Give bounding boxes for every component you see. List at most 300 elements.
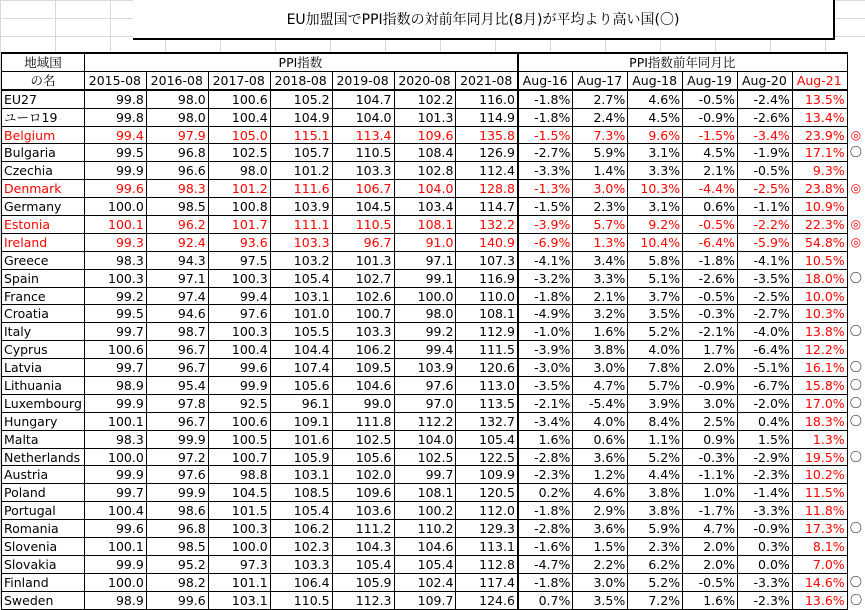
yoy-cell-current: 10.9% (792, 198, 847, 216)
ppi-cell: 98.7 (146, 323, 208, 341)
ppi-cell: 99.6 (84, 520, 146, 538)
table-row (2, 466, 865, 484)
yoy-cell: -1.8% (518, 287, 573, 305)
country-name: Greece (2, 251, 85, 269)
yoy-cell: -2.5% (737, 287, 792, 305)
yoy-cell: 2.4% (573, 108, 628, 126)
yoy-cell-current: 10.2% (792, 466, 847, 484)
yoy-cell: 5.8% (628, 251, 683, 269)
ppi-cell: 99.1 (394, 269, 456, 287)
ppi-cell: 99.9 (84, 555, 146, 573)
col-header: 2017-08 (208, 71, 270, 89)
yoy-cell: -2.7% (518, 144, 573, 162)
table-row (2, 591, 865, 609)
ppi-cell: 102.8 (394, 162, 456, 180)
ppi-cell: 126.9 (456, 144, 518, 162)
col-header-highlight: Aug-21 (792, 71, 847, 89)
ppi-cell: 99.7 (394, 466, 456, 484)
ppi-cell: 103.3 (270, 233, 332, 251)
yoy-cell: 4.7% (683, 520, 738, 538)
ppi-cell: 98.9 (84, 377, 146, 395)
ppi-cell: 100.7 (208, 448, 270, 466)
yoy-cell: 2.1% (683, 162, 738, 180)
yoy-cell: 3.1% (628, 198, 683, 216)
yoy-cell: -2.6% (737, 108, 792, 126)
ppi-cell: 103.1 (208, 591, 270, 609)
country-name: Estonia (2, 216, 85, 234)
country-name: Cyprus (2, 341, 85, 359)
ppi-cell: 99.8 (84, 108, 146, 126)
table-row (2, 233, 865, 251)
ppi-cell: 106.4 (270, 573, 332, 591)
yoy-cell-current: 11.5% (792, 484, 847, 502)
yoy-cell: 5.7% (628, 377, 683, 395)
ppi-cell: 111.5 (456, 341, 518, 359)
yoy-cell: 9.6% (628, 126, 683, 144)
yoy-cell: 9.2% (628, 216, 683, 234)
yoy-cell: 2.1% (573, 287, 628, 305)
above-average-mark (847, 466, 864, 484)
ppi-cell: 99.7 (84, 484, 146, 502)
ppi-cell: 104.0 (332, 108, 394, 126)
ppi-cell: 104.5 (332, 198, 394, 216)
ppi-cell: 110.5 (332, 216, 394, 234)
ppi-cell: 103.1 (270, 287, 332, 305)
yoy-cell-current: 16.1% (792, 359, 847, 377)
chart-title (133, 0, 835, 40)
yoy-cell: 4.6% (628, 90, 683, 108)
yoy-cell: 4.5% (683, 144, 738, 162)
ppi-cell: 100.0 (394, 287, 456, 305)
ppi-cell: 96.7 (146, 359, 208, 377)
yoy-cell-current: 10.3% (792, 305, 847, 323)
above-average-mark (847, 430, 864, 448)
yoy-cell: 2.0% (683, 538, 738, 556)
ppi-cell: 104.4 (270, 341, 332, 359)
ppi-cell: 91.0 (394, 233, 456, 251)
yoy-cell-current: 12.2% (792, 341, 847, 359)
col-header: Aug-19 (683, 71, 738, 89)
ppi-cell: 94.6 (146, 305, 208, 323)
yoy-cell: -4.7% (518, 555, 573, 573)
country-name: France (2, 287, 85, 305)
ppi-cell: 97.4 (146, 287, 208, 305)
col-header: Aug-20 (737, 71, 792, 89)
yoy-cell: 3.5% (573, 591, 628, 609)
ppi-cell: 98.5 (146, 198, 208, 216)
yoy-cell: -6.4% (737, 341, 792, 359)
yoy-cell: 2.3% (573, 198, 628, 216)
col-header: 2018-08 (270, 71, 332, 89)
yoy-cell: 3.8% (628, 484, 683, 502)
yoy-cell: -1.8% (518, 108, 573, 126)
yoy-cell: -1.5% (518, 126, 573, 144)
ppi-cell: 102.3 (270, 538, 332, 556)
above-average-mark: ◎ (850, 181, 862, 196)
ppi-cell: 112.0 (456, 502, 518, 520)
yoy-cell: 3.1% (628, 144, 683, 162)
yoy-cell: -5.9% (737, 233, 792, 251)
ppi-cell: 99.9 (84, 394, 146, 412)
ppi-cell: 102.5 (208, 144, 270, 162)
yoy-cell: -0.3% (683, 305, 738, 323)
yoy-cell: 2.7% (573, 90, 628, 108)
ppi-cell: 108.1 (394, 216, 456, 234)
ppi-cell: 104.6 (394, 538, 456, 556)
ppi-cell: 98.0 (394, 305, 456, 323)
ppi-cell: 102.2 (394, 90, 456, 108)
yoy-cell: -1.7% (683, 502, 738, 520)
country-name: Austria (2, 466, 85, 484)
table-row (2, 216, 865, 234)
yoy-cell: -4.1% (737, 251, 792, 269)
header-name-line1: 地域国 (2, 53, 85, 71)
ppi-cell: 112.2 (394, 412, 456, 430)
yoy-cell: 1.3% (573, 233, 628, 251)
ppi-cell: 112.8 (456, 555, 518, 573)
yoy-cell: -0.5% (683, 90, 738, 108)
yoy-cell-current: 13.8% (792, 323, 847, 341)
ppi-cell: 92.5 (208, 394, 270, 412)
above-average-mark: 〇 (849, 377, 862, 392)
ppi-cell: 103.1 (270, 466, 332, 484)
ppi-cell: 103.6 (332, 502, 394, 520)
ppi-cell: 110.0 (456, 287, 518, 305)
yoy-cell: 1.7% (683, 341, 738, 359)
country-name: Latvia (2, 359, 85, 377)
ppi-cell: 99.4 (208, 287, 270, 305)
table-row (2, 180, 865, 198)
header-ppi-group: PPI指数 (84, 53, 518, 71)
ppi-cell: 101.6 (270, 430, 332, 448)
ppi-cell: 99.7 (84, 359, 146, 377)
table-row (2, 502, 865, 520)
yoy-cell: 1.6% (683, 591, 738, 609)
ppi-cell: 96.7 (146, 412, 208, 430)
col-header: 2021-08 (456, 71, 518, 89)
ppi-cell: 97.1 (394, 251, 456, 269)
yoy-cell: -3.2% (518, 269, 573, 287)
ppi-cell: 110.5 (332, 144, 394, 162)
above-average-mark (847, 502, 864, 520)
yoy-cell: -1.8% (518, 502, 573, 520)
yoy-cell: -3.0% (518, 359, 573, 377)
yoy-cell: 5.1% (628, 269, 683, 287)
yoy-cell-current: 13.4% (792, 108, 847, 126)
yoy-cell: 3.3% (628, 162, 683, 180)
ppi-cell: 105.6 (270, 377, 332, 395)
ppi-cell: 120.6 (456, 359, 518, 377)
ppi-cell: 102.5 (394, 448, 456, 466)
ppi-cell: 100.6 (84, 341, 146, 359)
ppi-cell: 116.9 (456, 269, 518, 287)
ppi-cell: 106.2 (270, 520, 332, 538)
col-header: Aug-16 (518, 71, 573, 89)
ppi-cell: 132.2 (456, 216, 518, 234)
yoy-cell-current: 9.3% (792, 162, 847, 180)
table-row (2, 484, 865, 502)
yoy-cell: 4.0% (573, 412, 628, 430)
table-row (2, 126, 865, 144)
above-average-mark: ◎ (850, 127, 862, 142)
country-name: Slovenia (2, 538, 85, 556)
above-average-mark (847, 108, 864, 126)
ppi-cell: 124.6 (456, 591, 518, 609)
yoy-cell: 1.2% (573, 466, 628, 484)
yoy-cell-current: 1.3% (792, 430, 847, 448)
ppi-cell: 100.3 (208, 269, 270, 287)
yoy-cell: 4.7% (573, 377, 628, 395)
table-row (2, 359, 865, 377)
yoy-cell-current: 15.8% (792, 377, 847, 395)
ppi-cell: 97.6 (146, 466, 208, 484)
yoy-cell: 5.9% (573, 144, 628, 162)
yoy-cell-current: 23.8% (792, 180, 847, 198)
ppi-cell: 97.9 (146, 126, 208, 144)
above-average-mark (847, 162, 864, 180)
ppi-cell: 103.9 (394, 359, 456, 377)
ppi-cell: 99.0 (332, 394, 394, 412)
yoy-cell-current: 19.5% (792, 448, 847, 466)
ppi-cell: 128.8 (456, 180, 518, 198)
ppi-cell: 97.5 (208, 251, 270, 269)
yoy-cell: -1.8% (683, 251, 738, 269)
yoy-cell: -3.5% (737, 269, 792, 287)
yoy-cell: 4.0% (628, 341, 683, 359)
ppi-cell: 100.0 (208, 538, 270, 556)
yoy-cell: -3.3% (737, 502, 792, 520)
ppi-cell: 103.3 (332, 162, 394, 180)
country-name: Czechia (2, 162, 85, 180)
ppi-cell: 99.3 (84, 233, 146, 251)
yoy-cell: 5.2% (628, 448, 683, 466)
ppi-cell: 100.2 (394, 502, 456, 520)
yoy-cell-current: 54.8% (792, 233, 847, 251)
yoy-cell: 3.3% (573, 269, 628, 287)
country-name: Romania (2, 520, 85, 538)
ppi-cell: 105.0 (208, 126, 270, 144)
table-row (2, 251, 865, 269)
yoy-cell: -2.3% (737, 591, 792, 609)
country-name: Spain (2, 269, 85, 287)
yoy-cell: 0.6% (683, 198, 738, 216)
ppi-cell: 113.1 (456, 538, 518, 556)
yoy-cell-current: 8.1% (792, 538, 847, 556)
country-name: Bulgaria (2, 144, 85, 162)
table-row (2, 323, 865, 341)
ppi-cell: 114.9 (456, 108, 518, 126)
ppi-cell: 98.0 (208, 162, 270, 180)
country-name: Portugal (2, 502, 85, 520)
ppi-cell: 105.2 (270, 90, 332, 108)
yoy-cell: -5.1% (737, 359, 792, 377)
ppi-cell: 100.0 (84, 198, 146, 216)
ppi-cell: 104.0 (394, 180, 456, 198)
yoy-cell: 1.6% (573, 323, 628, 341)
yoy-cell: -1.1% (683, 466, 738, 484)
ppi-cell: 140.9 (456, 233, 518, 251)
yoy-cell: 10.3% (628, 180, 683, 198)
ppi-cell: 103.9 (270, 198, 332, 216)
table-row (2, 377, 865, 395)
yoy-cell: -2.7% (737, 305, 792, 323)
yoy-cell: 3.6% (573, 520, 628, 538)
ppi-cell: 107.3 (456, 251, 518, 269)
yoy-cell: 5.2% (628, 573, 683, 591)
ppi-cell: 111.2 (332, 520, 394, 538)
ppi-cell: 99.6 (84, 180, 146, 198)
ppi-cell: 98.6 (146, 502, 208, 520)
yoy-cell: -2.4% (737, 90, 792, 108)
yoy-cell: -2.8% (518, 520, 573, 538)
ppi-cell: 100.4 (84, 502, 146, 520)
ppi-cell: 105.7 (270, 144, 332, 162)
ppi-cell: 114.7 (456, 198, 518, 216)
ppi-cell: 113.0 (456, 377, 518, 395)
yoy-cell: -3.5% (518, 377, 573, 395)
yoy-cell: -1.1% (737, 198, 792, 216)
ppi-cell: 101.3 (332, 251, 394, 269)
ppi-cell: 105.4 (270, 502, 332, 520)
ppi-cell: 96.8 (146, 144, 208, 162)
yoy-cell: -2.9% (737, 448, 792, 466)
ppi-cell: 103.3 (332, 323, 394, 341)
ppi-cell: 120.5 (456, 484, 518, 502)
ppi-cell: 109.1 (270, 412, 332, 430)
yoy-cell: 7.8% (628, 359, 683, 377)
yoy-cell: -1.0% (518, 323, 573, 341)
yoy-cell: -0.9% (737, 520, 792, 538)
ppi-cell: 106.2 (332, 341, 394, 359)
ppi-cell: 100.1 (84, 412, 146, 430)
ppi-cell: 100.8 (208, 198, 270, 216)
yoy-cell: 3.0% (573, 180, 628, 198)
yoy-cell: 7.3% (573, 126, 628, 144)
ppi-cell: 99.5 (84, 144, 146, 162)
yoy-cell: 2.0% (683, 359, 738, 377)
ppi-cell: 108.5 (270, 484, 332, 502)
yoy-cell: -0.5% (737, 162, 792, 180)
ppi-cell: 110.2 (394, 520, 456, 538)
table-row (2, 287, 865, 305)
yoy-cell: 2.0% (683, 555, 738, 573)
ppi-cell: 99.2 (394, 323, 456, 341)
ppi-cell: 115.1 (270, 126, 332, 144)
yoy-cell: 7.2% (628, 591, 683, 609)
country-name: Hungary (2, 412, 85, 430)
ppi-cell: 97.0 (394, 394, 456, 412)
yoy-cell: -3.4% (737, 126, 792, 144)
ppi-cell: 105.9 (270, 448, 332, 466)
ppi-cell: 99.9 (146, 484, 208, 502)
yoy-cell: -1.9% (737, 144, 792, 162)
header-yoy-group: PPI指数前年同月比 (518, 53, 847, 71)
ppi-cell: 92.4 (146, 233, 208, 251)
ppi-cell: 103.4 (394, 198, 456, 216)
ppi-cell: 96.8 (146, 520, 208, 538)
yoy-cell: -1.8% (518, 573, 573, 591)
yoy-cell: 3.4% (573, 251, 628, 269)
col-header: 2020-08 (394, 71, 456, 89)
ppi-cell: 104.5 (208, 484, 270, 502)
yoy-cell-current: 18.3% (792, 412, 847, 430)
col-header: 2016-08 (146, 71, 208, 89)
table-row (2, 269, 865, 287)
ppi-cell: 96.1 (270, 394, 332, 412)
yoy-cell-current: 22.3% (792, 216, 847, 234)
ppi-cell: 104.9 (270, 108, 332, 126)
ppi-cell: 105.9 (332, 573, 394, 591)
yoy-cell: -5.4% (573, 394, 628, 412)
ppi-cell: 111.1 (270, 216, 332, 234)
ppi-cell: 113.5 (456, 394, 518, 412)
ppi-cell: 104.7 (332, 90, 394, 108)
country-name: Netherlands (2, 448, 85, 466)
yoy-cell: 1.1% (628, 430, 683, 448)
ppi-cell: 122.5 (456, 448, 518, 466)
ppi-cell: 96.7 (146, 341, 208, 359)
above-average-mark: 〇 (849, 413, 862, 428)
ppi-cell: 108.4 (394, 144, 456, 162)
table-row (2, 144, 865, 162)
ppi-cell: 103.2 (270, 251, 332, 269)
above-average-mark (847, 251, 864, 269)
yoy-cell: 0.2% (518, 484, 573, 502)
table-row (2, 412, 865, 430)
ppi-cell: 106.7 (332, 180, 394, 198)
country-name: Slovakia (2, 555, 85, 573)
country-name: Germany (2, 198, 85, 216)
ppi-cell: 98.0 (146, 108, 208, 126)
ppi-cell: 97.6 (208, 305, 270, 323)
yoy-cell: -3.9% (518, 341, 573, 359)
ppi-cell: 98.3 (84, 251, 146, 269)
ppi-table (1, 52, 865, 610)
ppi-cell: 135.8 (456, 126, 518, 144)
above-average-mark: ◎ (850, 234, 862, 249)
yoy-cell-current: 23.9% (792, 126, 847, 144)
yoy-cell: 3.5% (628, 305, 683, 323)
table-row (2, 573, 865, 591)
yoy-cell: 3.0% (573, 359, 628, 377)
yoy-cell: 0.7% (518, 591, 573, 609)
yoy-cell: -1.6% (518, 538, 573, 556)
ppi-cell: 100.7 (332, 305, 394, 323)
ppi-cell: 100.5 (208, 430, 270, 448)
ppi-cell: 105.4 (456, 430, 518, 448)
above-average-mark (847, 341, 864, 359)
table-row (2, 108, 865, 126)
header-row-2 (2, 71, 865, 89)
ppi-cell: 96.2 (146, 216, 208, 234)
yoy-cell: 5.2% (628, 323, 683, 341)
yoy-cell: 4.6% (573, 484, 628, 502)
yoy-cell: 3.8% (573, 341, 628, 359)
ppi-cell: 99.9 (208, 377, 270, 395)
yoy-cell: 1.0% (683, 484, 738, 502)
table-row (2, 538, 865, 556)
yoy-cell: -6.9% (518, 233, 573, 251)
yoy-cell: 1.4% (573, 162, 628, 180)
yoy-cell: -4.9% (518, 305, 573, 323)
ppi-cell: 112.4 (456, 162, 518, 180)
yoy-cell: 0.0% (737, 555, 792, 573)
yoy-cell: -6.4% (683, 233, 738, 251)
ppi-cell: 100.1 (84, 538, 146, 556)
yoy-cell: 3.0% (683, 394, 738, 412)
ppi-cell: 109.7 (394, 591, 456, 609)
table-row (2, 305, 865, 323)
